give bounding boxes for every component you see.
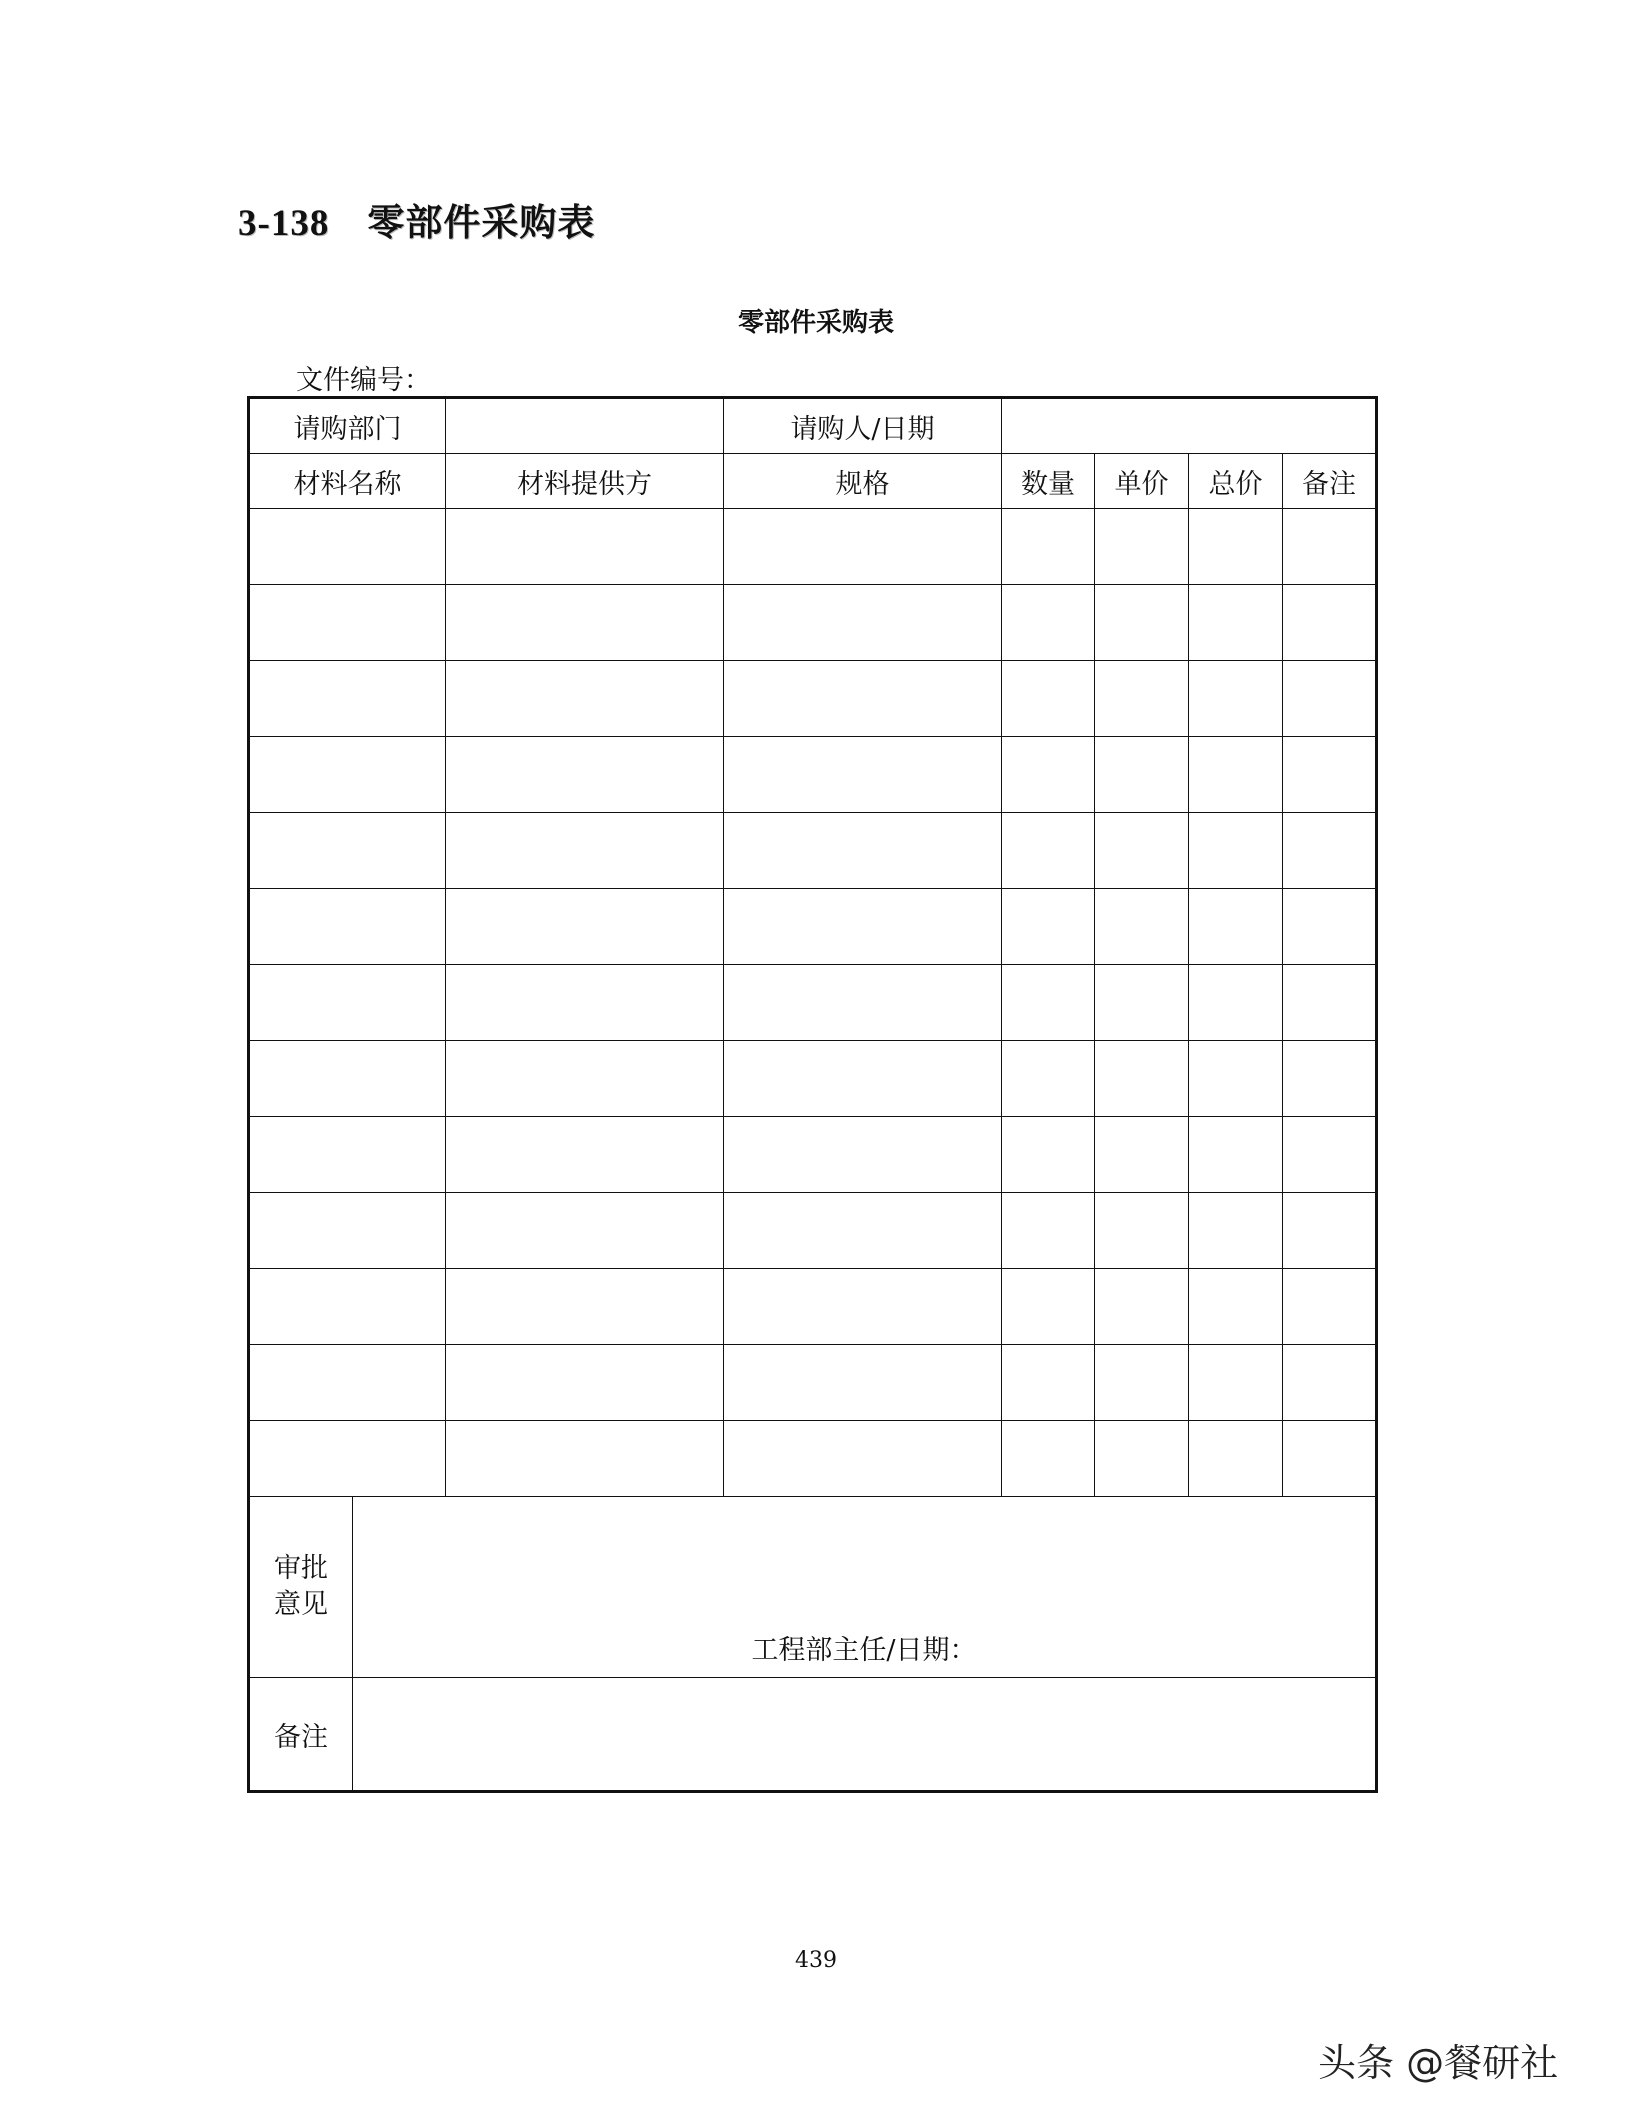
cell-material-name[interactable] bbox=[249, 889, 446, 965]
cell-quantity[interactable] bbox=[1002, 737, 1095, 813]
cell-total-price[interactable] bbox=[1189, 1041, 1283, 1117]
section-number: 3-138 bbox=[238, 203, 330, 244]
cell-total-price[interactable] bbox=[1189, 1117, 1283, 1193]
col-header-spec: 规格 bbox=[724, 454, 1002, 509]
cell-unit-price[interactable] bbox=[1095, 1269, 1189, 1345]
cell-remark[interactable] bbox=[1283, 585, 1377, 661]
cell-quantity[interactable] bbox=[1002, 1269, 1095, 1345]
cell-remark[interactable] bbox=[1283, 1269, 1377, 1345]
cell-quantity[interactable] bbox=[1002, 1421, 1095, 1497]
cell-material-name[interactable] bbox=[249, 1269, 446, 1345]
cell-spec[interactable] bbox=[724, 813, 1002, 889]
table-row bbox=[249, 889, 1377, 965]
cell-total-price[interactable] bbox=[1189, 1269, 1283, 1345]
cell-supplier[interactable] bbox=[446, 1269, 724, 1345]
cell-material-name[interactable] bbox=[249, 965, 446, 1041]
cell-spec[interactable] bbox=[724, 1269, 1002, 1345]
cell-material-name[interactable] bbox=[249, 1345, 446, 1421]
cell-remark[interactable] bbox=[1283, 509, 1377, 585]
cell-unit-price[interactable] bbox=[1095, 965, 1189, 1041]
cell-spec[interactable] bbox=[724, 965, 1002, 1041]
cell-total-price[interactable] bbox=[1189, 585, 1283, 661]
table-row bbox=[249, 585, 1377, 661]
cell-supplier[interactable] bbox=[446, 661, 724, 737]
requester-value-field[interactable] bbox=[1002, 398, 1377, 454]
cell-spec[interactable] bbox=[724, 1041, 1002, 1117]
cell-total-price[interactable] bbox=[1189, 889, 1283, 965]
cell-total-price[interactable] bbox=[1189, 509, 1283, 585]
cell-quantity[interactable] bbox=[1002, 965, 1095, 1041]
table-row bbox=[249, 661, 1377, 737]
cell-material-name[interactable] bbox=[249, 1041, 446, 1117]
cell-remark[interactable] bbox=[1283, 1041, 1377, 1117]
doc-number-label: 文件编号： bbox=[296, 365, 431, 396]
column-header-row bbox=[249, 454, 1377, 509]
approval-label bbox=[249, 1497, 353, 1678]
cell-remark[interactable] bbox=[1283, 661, 1377, 737]
col-header-remark: 备注 bbox=[1283, 454, 1377, 509]
cell-quantity[interactable] bbox=[1002, 1345, 1095, 1421]
cell-remark[interactable] bbox=[1283, 889, 1377, 965]
approval-label-line2: 意见 bbox=[274, 1589, 328, 1620]
cell-spec[interactable] bbox=[724, 737, 1002, 813]
cell-quantity[interactable] bbox=[1002, 1041, 1095, 1117]
cell-unit-price[interactable] bbox=[1095, 1041, 1189, 1117]
page-number: 439 bbox=[795, 1948, 837, 1973]
table-row bbox=[249, 965, 1377, 1041]
section-heading bbox=[238, 192, 595, 246]
cell-material-name[interactable] bbox=[249, 509, 446, 585]
cell-remark[interactable] bbox=[1283, 813, 1377, 889]
cell-material-name[interactable] bbox=[249, 1421, 446, 1497]
cell-spec[interactable] bbox=[724, 661, 1002, 737]
cell-material-name[interactable] bbox=[249, 737, 446, 813]
cell-quantity[interactable] bbox=[1002, 509, 1095, 585]
cell-unit-price[interactable] bbox=[1095, 889, 1189, 965]
cell-total-price[interactable] bbox=[1189, 1345, 1283, 1421]
cell-material-name[interactable] bbox=[249, 585, 446, 661]
cell-unit-price[interactable] bbox=[1095, 1345, 1189, 1421]
cell-quantity[interactable] bbox=[1002, 813, 1095, 889]
col-header-quantity: 数量 bbox=[1002, 454, 1095, 509]
cell-material-name[interactable] bbox=[249, 661, 446, 737]
table-row bbox=[249, 1345, 1377, 1421]
col-header-supplier: 材料提供方 bbox=[446, 454, 724, 509]
cell-quantity[interactable] bbox=[1002, 585, 1095, 661]
cell-spec[interactable] bbox=[724, 509, 1002, 585]
cell-supplier[interactable] bbox=[446, 889, 724, 965]
cell-remark[interactable] bbox=[1283, 737, 1377, 813]
table-row bbox=[249, 1421, 1377, 1497]
cell-remark[interactable] bbox=[1283, 965, 1377, 1041]
cell-supplier[interactable] bbox=[446, 585, 724, 661]
cell-quantity[interactable] bbox=[1002, 1193, 1095, 1269]
cell-supplier[interactable] bbox=[446, 813, 724, 889]
cell-spec[interactable] bbox=[724, 1421, 1002, 1497]
col-header-unit-price: 单价 bbox=[1095, 454, 1189, 509]
cell-supplier[interactable] bbox=[446, 1421, 724, 1497]
approval-signature-label: 工程部主任/日期： bbox=[751, 1635, 977, 1666]
remarks-label: 备注 bbox=[249, 1678, 353, 1792]
cell-supplier[interactable] bbox=[446, 1193, 724, 1269]
cell-supplier[interactable] bbox=[446, 509, 724, 585]
cell-quantity[interactable] bbox=[1002, 661, 1095, 737]
cell-spec[interactable] bbox=[724, 1117, 1002, 1193]
cell-remark[interactable] bbox=[1283, 1193, 1377, 1269]
cell-spec[interactable] bbox=[724, 1193, 1002, 1269]
header-info-row bbox=[249, 398, 1377, 454]
cell-supplier[interactable] bbox=[446, 737, 724, 813]
table-row bbox=[249, 737, 1377, 813]
cell-unit-price[interactable] bbox=[1095, 1421, 1189, 1497]
cell-unit-price[interactable] bbox=[1095, 1117, 1189, 1193]
table-row bbox=[249, 509, 1377, 585]
cell-material-name[interactable] bbox=[249, 1117, 446, 1193]
cell-supplier[interactable] bbox=[446, 1041, 724, 1117]
cell-material-name[interactable] bbox=[249, 813, 446, 889]
table-row bbox=[249, 1117, 1377, 1193]
cell-material-name[interactable] bbox=[249, 1193, 446, 1269]
dept-label: 请购部门 bbox=[249, 398, 446, 454]
approval-row bbox=[249, 1497, 1377, 1678]
cell-quantity[interactable] bbox=[1002, 1117, 1095, 1193]
watermark: 头条 @餐研社 bbox=[1318, 2041, 1559, 2085]
col-header-total-price: 总价 bbox=[1189, 454, 1283, 509]
approval-label-line1: 审批 bbox=[274, 1553, 328, 1584]
cell-total-price[interactable] bbox=[1189, 813, 1283, 889]
cell-unit-price[interactable] bbox=[1095, 661, 1189, 737]
section-title: 零部件采购表 bbox=[367, 203, 596, 244]
cell-supplier[interactable] bbox=[446, 1345, 724, 1421]
cell-unit-price[interactable] bbox=[1095, 737, 1189, 813]
cell-spec[interactable] bbox=[724, 585, 1002, 661]
table-row bbox=[249, 813, 1377, 889]
cell-unit-price[interactable] bbox=[1095, 1193, 1189, 1269]
form-title: 零部件采购表 bbox=[737, 308, 894, 338]
cell-total-price[interactable] bbox=[1189, 1421, 1283, 1497]
cell-unit-price[interactable] bbox=[1095, 509, 1189, 585]
cell-total-price[interactable] bbox=[1189, 965, 1283, 1041]
purchase-form-table bbox=[247, 396, 1378, 1793]
cell-total-price[interactable] bbox=[1189, 661, 1283, 737]
cell-total-price[interactable] bbox=[1189, 1193, 1283, 1269]
table-row bbox=[249, 1041, 1377, 1117]
col-header-material-name: 材料名称 bbox=[249, 454, 446, 509]
cell-unit-price[interactable] bbox=[1095, 813, 1189, 889]
dept-value-field[interactable] bbox=[446, 398, 724, 454]
cell-unit-price[interactable] bbox=[1095, 585, 1189, 661]
remarks-row bbox=[249, 1678, 1377, 1792]
cell-spec[interactable] bbox=[724, 889, 1002, 965]
requester-label: 请购人/日期 bbox=[724, 398, 1002, 454]
cell-remark[interactable] bbox=[1283, 1421, 1377, 1497]
cell-remark[interactable] bbox=[1283, 1117, 1377, 1193]
approval-opinion-field[interactable] bbox=[353, 1497, 1377, 1678]
table-row bbox=[249, 1193, 1377, 1269]
cell-spec[interactable] bbox=[724, 1345, 1002, 1421]
cell-supplier[interactable] bbox=[446, 965, 724, 1041]
cell-supplier[interactable] bbox=[446, 1117, 724, 1193]
cell-remark[interactable] bbox=[1283, 1345, 1377, 1421]
remarks-field[interactable] bbox=[353, 1678, 1377, 1792]
cell-total-price[interactable] bbox=[1189, 737, 1283, 813]
cell-quantity[interactable] bbox=[1002, 889, 1095, 965]
table-row bbox=[249, 1269, 1377, 1345]
